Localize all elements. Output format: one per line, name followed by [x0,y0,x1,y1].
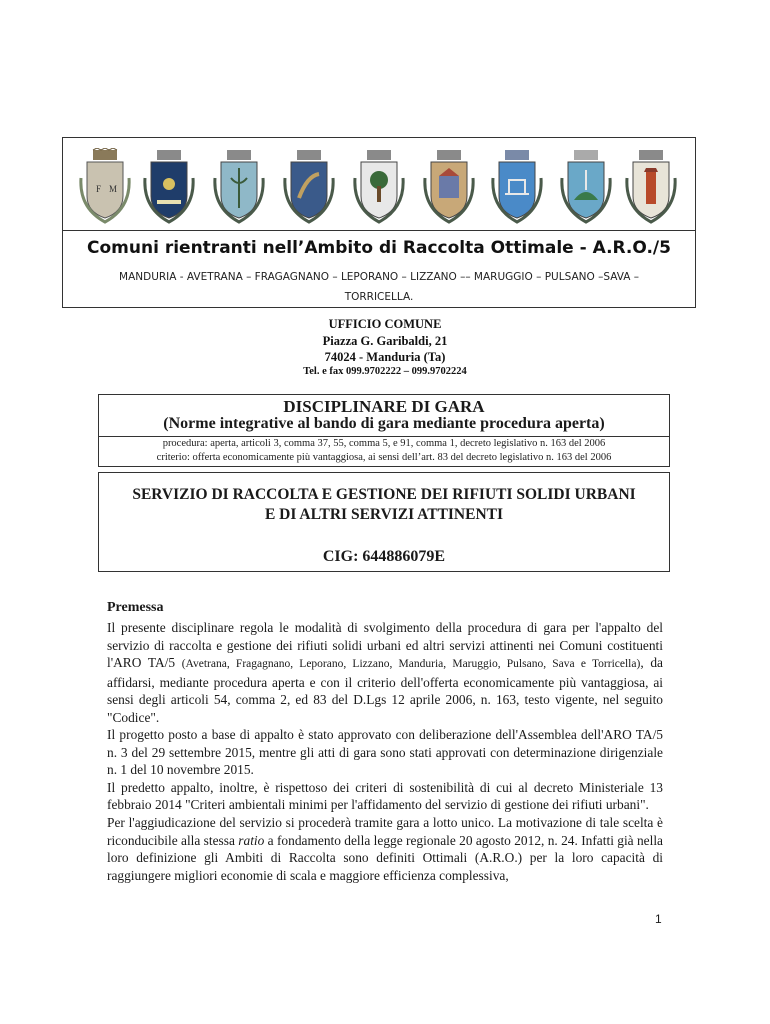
sava-crest-icon [560,148,612,226]
section-heading: Premessa [107,600,164,615]
lizzano-crest-icon [353,148,405,226]
p4-text-a: Per l'aggiudicazione del servizio si procederà tramite gara a lotto unico. La motivazione di tale scelta è riconducibile alla stessa [107,815,663,848]
aro-towns [73,267,685,307]
criterio-line: criterio: offerta economicamente più vantaggiosa, ai sensi dell’art. 83 del decreto legislativo n. 163 del 2006 [156,452,612,463]
svg-text:M: M [109,184,118,194]
p4-text-c: a fondamento della legge regionale 20 agosto 2012, n. 24. Infatti già nella loro definizione gli Ambiti di Raccolta sono definiti Ottimali (A.R.O.) per la loro capacità di raggiungere migliori economie di scala e maggiore efficienza complessiva, [107,832,663,883]
servizio-line-1: SERVIZIO DI RACCOLTA E GESTIONE DEI RIFIUTI SOLIDI URBANI [132,486,636,503]
crest-row [63,138,695,231]
p1-text-a: Il presente disciplinare regola le modalità di svolgimento della procedura di gara per l'appalto del servizio di raccolta e gestione dei rifiuti solidi urbani ed altri servizi attinenti nei Comuni costituenti l'ARO TA/5 [107,620,663,671]
disciplinare-box [98,394,670,467]
pulsano-crest-icon [491,148,543,226]
svg-text:F: F [96,184,102,194]
office-name: UFFICIO COMUNE [328,317,442,331]
office-address: Piazza G. Garibaldi, 21 [322,334,448,348]
aro-title: Comuni rientranti nell’Ambito di Raccolta Ottimale - A.R.O./5 [87,238,671,258]
disciplinare-title: DISCIPLINARE DI GARA [283,397,485,416]
fragagnano-crest-icon [213,148,265,226]
towns-line-1: MANDURIA - AVETRANA – FRAGAGNANO – LEPORANO – LIZZANO –– MARUGGIO – PULSANO –SAVA – [119,271,639,283]
cig-code: CIG: 644886079E [322,548,446,565]
maruggio-crest-icon [423,148,475,226]
servizio-box [98,472,670,572]
p1-text-c: , da affidarsi, mediante procedura aperta e con il criterio dell'offerta economicamente più vantaggiosa, ai sensi degli articoli 54, comma 2, ed 83 del D.Lgs 12 aprile 2006, n. 163, testo vigente, nel seguito "Codice". [107,655,663,725]
manduria-crest-icon [79,148,131,226]
torricella-crest-icon [625,148,677,226]
p1-towns: (Avetrana, Fragagnano, Leporano, Lizzano, Manduria, Maruggio, Pulsano, Sava e Torricella) [181,658,641,671]
paragraph-4 [107,814,663,884]
leporano-crest-icon [283,148,335,226]
office-city: 74024 - Manduria (Ta) [324,350,446,364]
servizio-title [99,485,669,525]
body-text [107,619,663,884]
paragraph-3: Il predetto appalto, inoltre, è rispettoso dei criteri di sostenibilità di cui al decreto Ministeriale 13 febbraio 2014 "Criteri ambientali minimi per l'affidamento del servizio di gestione dei rifiuti urbani". [107,779,663,813]
aro-header-box [62,137,696,308]
page-number: 1 [655,912,662,926]
disciplinare-subtitle: (Norme integrative al bando di gara mediante procedura aperta) [163,415,605,432]
avetrana-crest-icon [143,148,195,226]
procedura-line: procedura: aperta, articoli 3, comma 37, 55, comma 5, e 91, comma 1, decreto legislativo n. 163 del 2006 [162,438,606,449]
paragraph-2: Il progetto posto a base di appalto è stato approvato con deliberazione dell'Assemblea dell'ARO TA/5 n. 3 del 29 settembre 2015, mentre gli atti di gara sono stati approvati con determinazione dirigenziale n. 1 del 10 novembre 2015. [107,727,663,778]
divider [99,436,669,437]
paragraph-1 [107,619,663,726]
p4-ratio: ratio [238,832,265,848]
servizio-line-2: E DI ALTRI SERVIZI ATTINENTI [264,506,504,523]
office-phone: Tel. e fax 099.9702222 – 099.9702224 [303,366,467,377]
towns-line-2: TORRICELLA. [344,291,414,303]
